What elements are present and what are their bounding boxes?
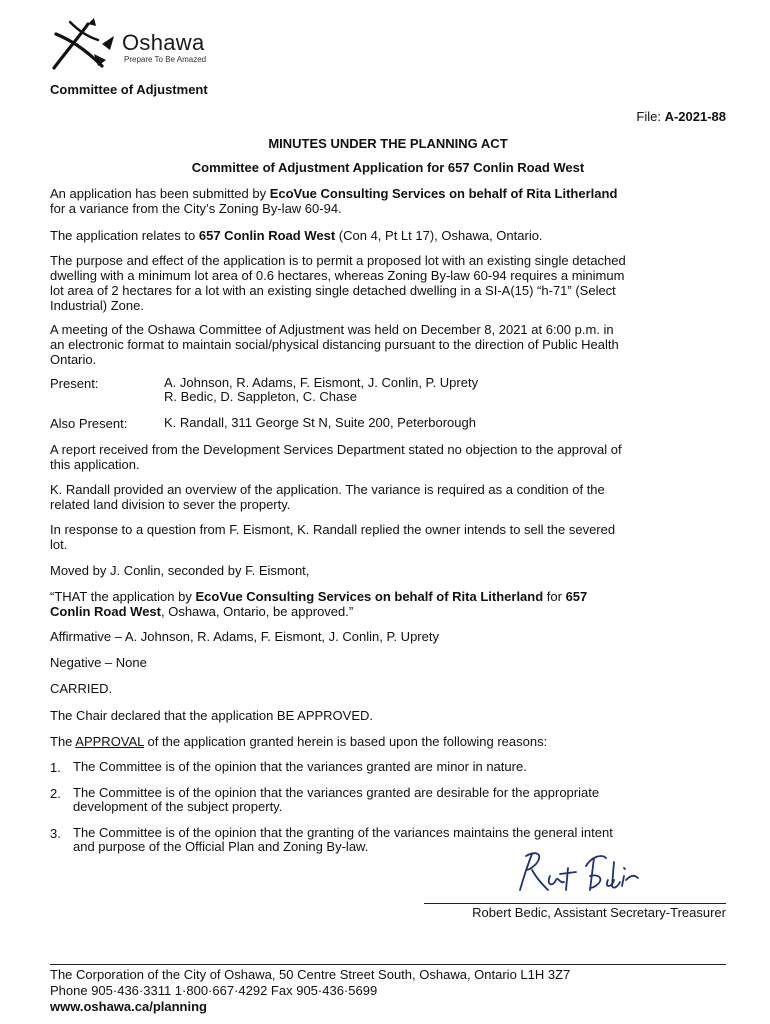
footer-divider — [50, 964, 726, 965]
p4-line: A meeting of the Oshawa Committee of Adjustment was held on December 8, 2021 at 6:00 p.m. in — [50, 322, 614, 337]
paragraph-meeting — [50, 322, 726, 367]
reason-line: The Committee is of the opinion that the granting of the variances maintains the general intent — [73, 825, 613, 840]
p7-line: In response to a question from F. Eismont, K. Randall replied the owner intends to sell the severed — [50, 522, 616, 537]
footer-phones: Phone 905·436·3311 1·800·667·4292 Fax 905·436·5699 — [50, 983, 378, 998]
also-present-value: K. Randall, 311 George St N, Suite 200, Peterborough — [164, 415, 476, 430]
present-line: R. Bedic, D. Sappleton, C. Chase — [164, 389, 357, 404]
vote-negative: Negative – None — [50, 655, 147, 670]
p2-text-c: (Con 4, Pt Lt 17), Oshawa, Ontario. — [335, 228, 543, 243]
p6-line: related land division to sever the property. — [50, 497, 291, 512]
footer-address: The Corporation of the City of Oshawa, 50 Centre Street South, Oshawa, Ontario L1H 3Z7 — [50, 967, 571, 982]
motion-a: “THAT the application by — [50, 589, 196, 604]
paragraph-purpose — [50, 253, 726, 313]
p5-line: this application. — [50, 457, 140, 472]
file-reference — [50, 109, 726, 124]
paragraph-overview — [50, 482, 726, 512]
p2-text-a: The application relates to — [50, 228, 199, 243]
p4-line: an electronic format to maintain social/physical distancing pursuant to the direction of Public Health — [50, 337, 619, 352]
oshawa-logo-mark — [48, 14, 122, 74]
motion-street: Conlin Road West — [50, 604, 161, 619]
reason-line: and purpose of the Official Plan and Zoning By-law. — [73, 839, 369, 854]
reason-number: 2. — [50, 786, 61, 801]
reason-line: The Committee is of the opinion that the variances granted are minor in nature. — [73, 759, 527, 774]
p5-line: A report received from the Development Services Department stated no objection to the approval of — [50, 442, 622, 457]
motion-text — [50, 589, 726, 619]
footer-website[interactable]: www.oshawa.ca/planning — [50, 999, 207, 1014]
reason-line: The Committee is of the opinion that the variances granted are desirable for the appropriate — [73, 785, 600, 800]
p3-line: The purpose and effect of the application is to permit a proposed lot with an existing single detached — [50, 253, 626, 268]
motion-c: for — [543, 589, 566, 604]
reason-number: 3. — [50, 826, 61, 841]
motion-number: 657 — [565, 589, 588, 604]
p3-line: lot area of 2 hectares for a lot with an existing single detached dwelling in a SI-A(15) “h-71” (Select — [50, 283, 616, 298]
paragraph-question — [50, 522, 726, 552]
p1-text-a: An application has been submitted by — [50, 186, 270, 201]
handwritten-signature — [506, 846, 656, 898]
reasons-c: of the application granted herein is based upon the following reasons: — [143, 734, 548, 749]
p3-line: dwelling with a minimum lot area of 0.6 hectares, whereas Zoning By-law 60-94 requires a minimum — [50, 268, 625, 283]
paragraph-relates — [50, 228, 726, 243]
p1-text-c: for a variance from the City’s Zoning By-law 60-94. — [50, 201, 342, 216]
paragraph-application — [50, 186, 726, 216]
applicant-name: EcoVue Consulting Services on behalf of Rita Litherland — [269, 186, 618, 201]
chair-declaration: The Chair declared that the application BE APPROVED. — [50, 708, 374, 723]
motion-applicant: EcoVue Consulting Services on behalf of Rita Litherland — [195, 589, 544, 604]
signatory-name: Robert Bedic, Assistant Secretary-Treasurer — [472, 905, 726, 920]
present-line: A. Johnson, R. Adams, F. Eismont, J. Conlin, P. Uprety — [164, 375, 479, 390]
property-address: 657 Conlin Road West — [198, 228, 336, 243]
also-present-label: Also Present: — [50, 416, 128, 431]
file-number: A-2021-88 — [664, 109, 726, 124]
motion-f: , Oshawa, Ontario, be approved.” — [160, 604, 354, 619]
file-label: File: — [636, 109, 661, 124]
p4-line: Ontario. — [50, 352, 97, 367]
signature-line — [424, 903, 726, 904]
p3-line: Industrial) Zone. — [50, 298, 144, 313]
document-subtitle: Committee of Adjustment Application for 657 Conlin Road West — [191, 160, 585, 175]
approval-word: APPROVAL — [75, 734, 144, 749]
logo-tagline: Prepare To Be Amazed — [124, 55, 207, 64]
moved-by: Moved by J. Conlin, seconded by F. Eismont, — [50, 563, 310, 578]
committee-label: Committee of Adjustment — [50, 82, 208, 97]
logo-wordmark: Oshawa — [122, 30, 205, 55]
vote-affirmative: Affirmative – A. Johnson, R. Adams, F. Eismont, J. Conlin, P. Uprety — [50, 629, 439, 644]
oshawa-logo — [48, 14, 248, 74]
p6-line: K. Randall provided an overview of the application. The variance is required as a condition of the — [50, 482, 605, 497]
document-title: MINUTES UNDER THE PLANNING ACT — [268, 136, 508, 151]
p7-line: lot. — [50, 537, 68, 552]
vote-result: CARRIED. — [50, 681, 113, 696]
reasons-intro — [50, 734, 726, 749]
reason-item — [73, 786, 726, 814]
reasons-a: The — [50, 734, 76, 749]
reason-line: development of the subject property. — [73, 799, 283, 814]
present-label: Present: — [50, 376, 99, 391]
paragraph-report — [50, 442, 726, 472]
present-list — [164, 376, 724, 404]
reason-number: 1. — [50, 760, 61, 775]
reason-item — [73, 760, 726, 774]
